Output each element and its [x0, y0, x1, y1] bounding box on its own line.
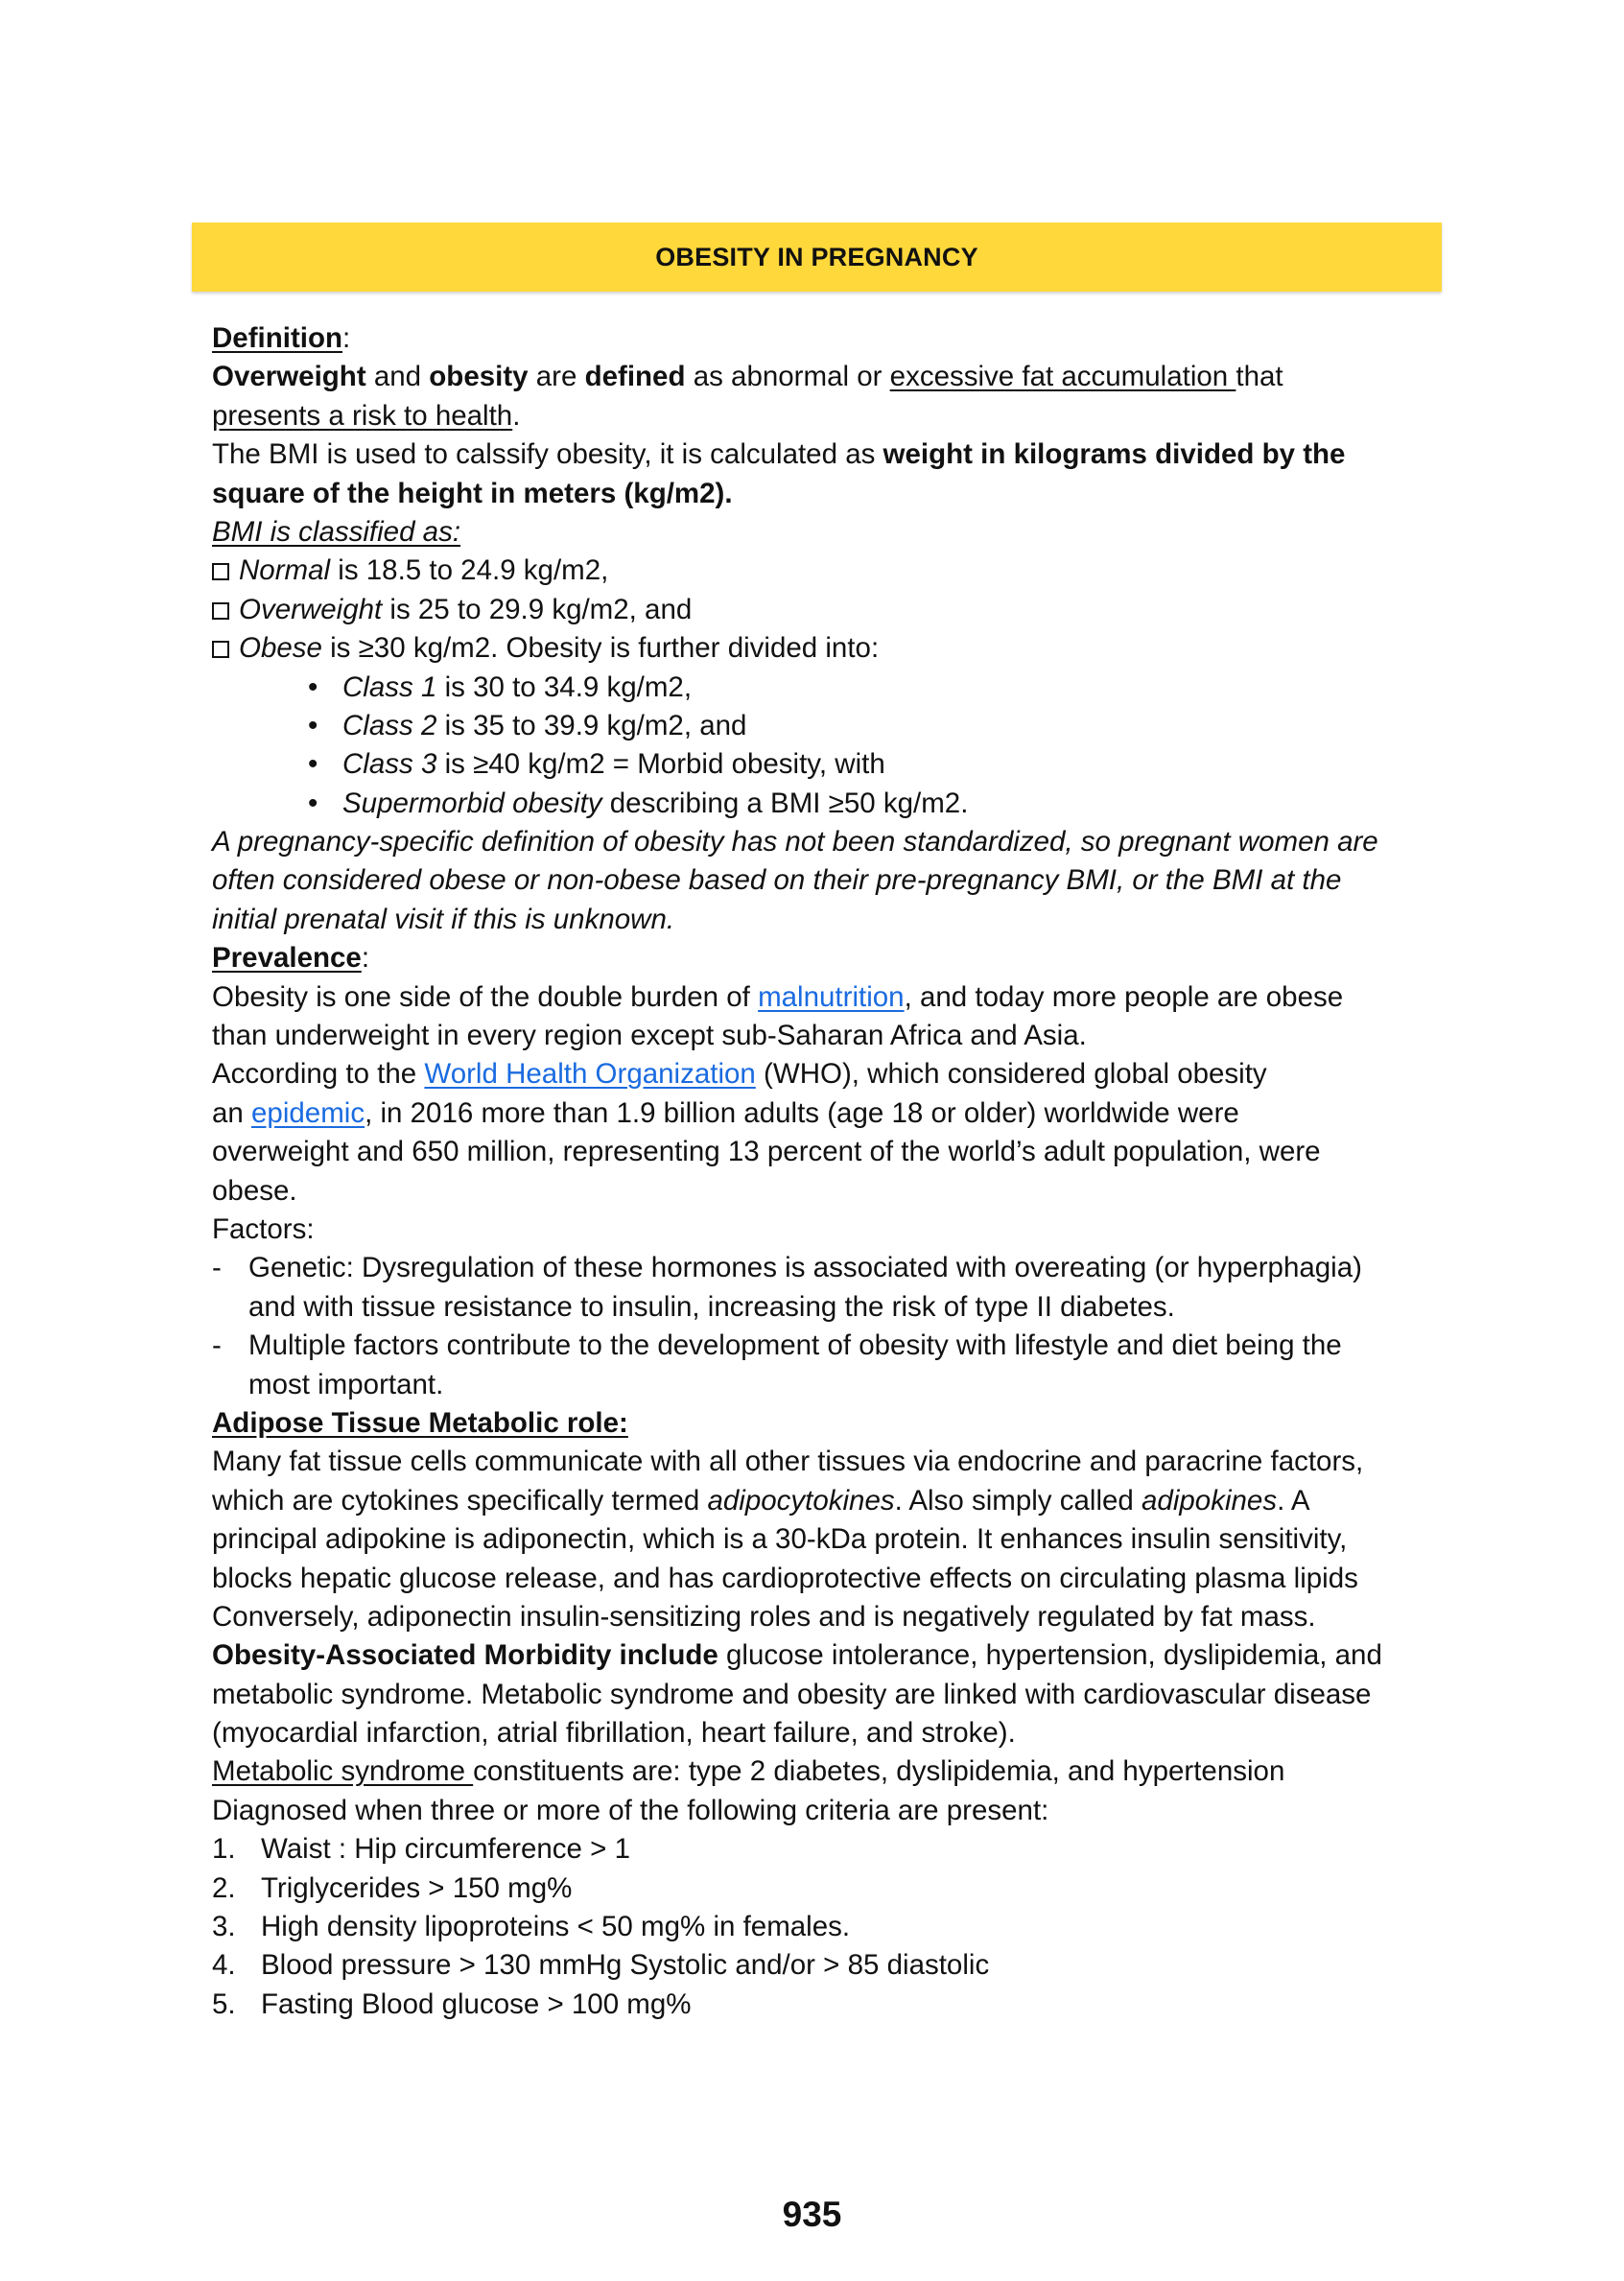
prevalence-heading-line: Prevalence:	[212, 942, 370, 975]
prevalence-line-5: overweight and 650 million, representing 13 percent of the world’s adult population, were	[212, 1136, 1321, 1168]
bullet-icon: •	[308, 787, 318, 819]
adipose-line-7: metabolic syndrome. Metabolic syndrome and obesity are linked with cardiovascular disease	[212, 1678, 1372, 1710]
malnutrition-link[interactable]: malnutrition	[758, 980, 905, 1013]
bullet-item: • Supermorbid obesity describing a BMI ≥50 kg/m2.	[212, 785, 1449, 823]
checkbox-icon	[212, 641, 229, 658]
who-link[interactable]: World Health Organization	[424, 1058, 756, 1091]
pregnancy-definition-line: often considered obese or non-obese based on their pre-pregnancy BMI, or the BMI at the	[212, 864, 1342, 897]
criteria-item: 2. Triglycerides > 150 mg%	[212, 1871, 573, 1904]
checkbox-icon	[212, 563, 229, 580]
definition-line-3: The BMI is used to calssify obesity, it is calculated as weight in kilograms divided by the	[212, 438, 1346, 471]
prevalence-line-4: an epidemic, in 2016 more than 1.9 billion adults (age 18 or older) worldwide were	[212, 1096, 1239, 1129]
dash-icon: -	[212, 1252, 222, 1284]
factor-item-continued: and with tissue resistance to insulin, increasing the risk of type II diabetes.	[248, 1290, 1175, 1323]
adipose-line-5: Conversely, adiponectin insulin-sensitizing roles and is negatively regulated by fat mass.	[212, 1600, 1316, 1633]
prevalence-line-1: Obesity is one side of the double burden of malnutrition, and today more people are obese	[212, 980, 1344, 1013]
adipose-line-8: (myocardial infarction, atrial fibrillation, heart failure, and stroke).	[212, 1717, 1016, 1750]
prevalence-line-2: than underweight in every region except sub-Saharan Africa and Asia.	[212, 1020, 1087, 1052]
adipose-heading-line	[212, 1404, 1449, 1443]
adipose-line-9: Metabolic syndrome constituents are: type 2 diabetes, dyslipidemia, and hypertension	[212, 1755, 1285, 1788]
criteria-item: 3. High density lipoproteins < 50 mg% in females.	[212, 1911, 851, 1943]
dash-icon: -	[212, 1329, 222, 1362]
epidemic-link[interactable]: epidemic	[251, 1096, 365, 1129]
definition-heading: Definition	[212, 322, 343, 354]
factors-label: Factors:	[212, 1212, 315, 1245]
factor-item-continued: most important.	[248, 1368, 444, 1400]
pregnancy-definition-line: initial prenatal visit if this is unknown.	[212, 903, 675, 935]
factor-item: - Multiple factors contribute to the development of obesity with lifestyle and diet being the	[212, 1327, 1449, 1365]
bullet-icon: •	[308, 709, 318, 741]
check-item: Obese is ≥30 kg/m2. Obesity is further divided into:	[212, 629, 1449, 668]
adipose-line-10: Diagnosed when three or more of the following criteria are present:	[212, 1794, 1049, 1826]
definition-line-1: Overweight and obesity are defined as abnormal or excessive fat accumulation that	[212, 361, 1283, 393]
bullet-item: • Class 2 is 35 to 39.9 kg/m2, and	[212, 707, 1449, 745]
page-number: 935	[782, 2195, 842, 2234]
criteria-item: 1. Waist : Hip circumference > 1	[212, 1833, 630, 1866]
prevalence-line-3: According to the World Health Organization (WHO), which considered global obesity	[212, 1058, 1267, 1091]
check-item: Normal is 18.5 to 24.9 kg/m2,	[212, 552, 1449, 590]
bullet-item: • Class 1 is 30 to 34.9 kg/m2,	[212, 669, 1449, 707]
definition-heading-line: Definition:	[212, 322, 351, 354]
criteria-item: 5. Fasting Blood glucose > 100 mg%	[212, 1987, 692, 2020]
bullet-icon: •	[308, 748, 318, 781]
factor-item: - Genetic: Dysregulation of these hormones is associated with overeating (or hyperphagia)	[212, 1249, 1449, 1287]
document-body	[212, 319, 1449, 2024]
adipose-line-1: Many fat tissue cells communicate with all other tissues via endocrine and paracrine factors,	[212, 1446, 1364, 1478]
adipose-line-3: principal adipokine is adiponectin, which is a 30-kDa protein. It enhances insulin sensitivity,	[212, 1523, 1348, 1556]
adipose-line-4: blocks hepatic glucose release, and has cardioprotective effects on circulating plasma lipids	[212, 1562, 1358, 1594]
page-title: OBESITY IN PREGNANCY	[655, 242, 978, 271]
check-item: Overweight is 25 to 29.9 kg/m2, and	[212, 591, 1449, 629]
title-banner	[192, 223, 1442, 292]
adipose-heading: Adipose Tissue Metabolic role:	[212, 1406, 628, 1439]
adipose-line-2: which are cytokines specifically termed adipocytokines. Also simply called adipokines. A	[212, 1484, 1310, 1517]
prevalence-heading: Prevalence	[212, 942, 362, 975]
adipose-line-6: Obesity-Associated Morbidity include glucose intolerance, hypertension, dyslipidemia, and	[212, 1639, 1382, 1672]
definition-line-2: presents a risk to health.	[212, 399, 521, 432]
bullet-icon: •	[308, 670, 318, 703]
definition-line-4: square of the height in meters (kg/m2).	[212, 477, 733, 509]
prevalence-line-6: obese.	[212, 1174, 297, 1207]
bmi-classified-heading: BMI is classified as:	[212, 515, 461, 548]
checkbox-icon	[212, 602, 229, 620]
pregnancy-definition-line: A pregnancy-specific definition of obesity has not been standardized, so pregnant women are	[212, 826, 1378, 858]
criteria-item: 4. Blood pressure > 130 mmHg Systolic and/or > 85 diastolic	[212, 1949, 990, 1982]
bullet-item: • Class 3 is ≥40 kg/m2 = Morbid obesity, with	[212, 745, 1449, 784]
